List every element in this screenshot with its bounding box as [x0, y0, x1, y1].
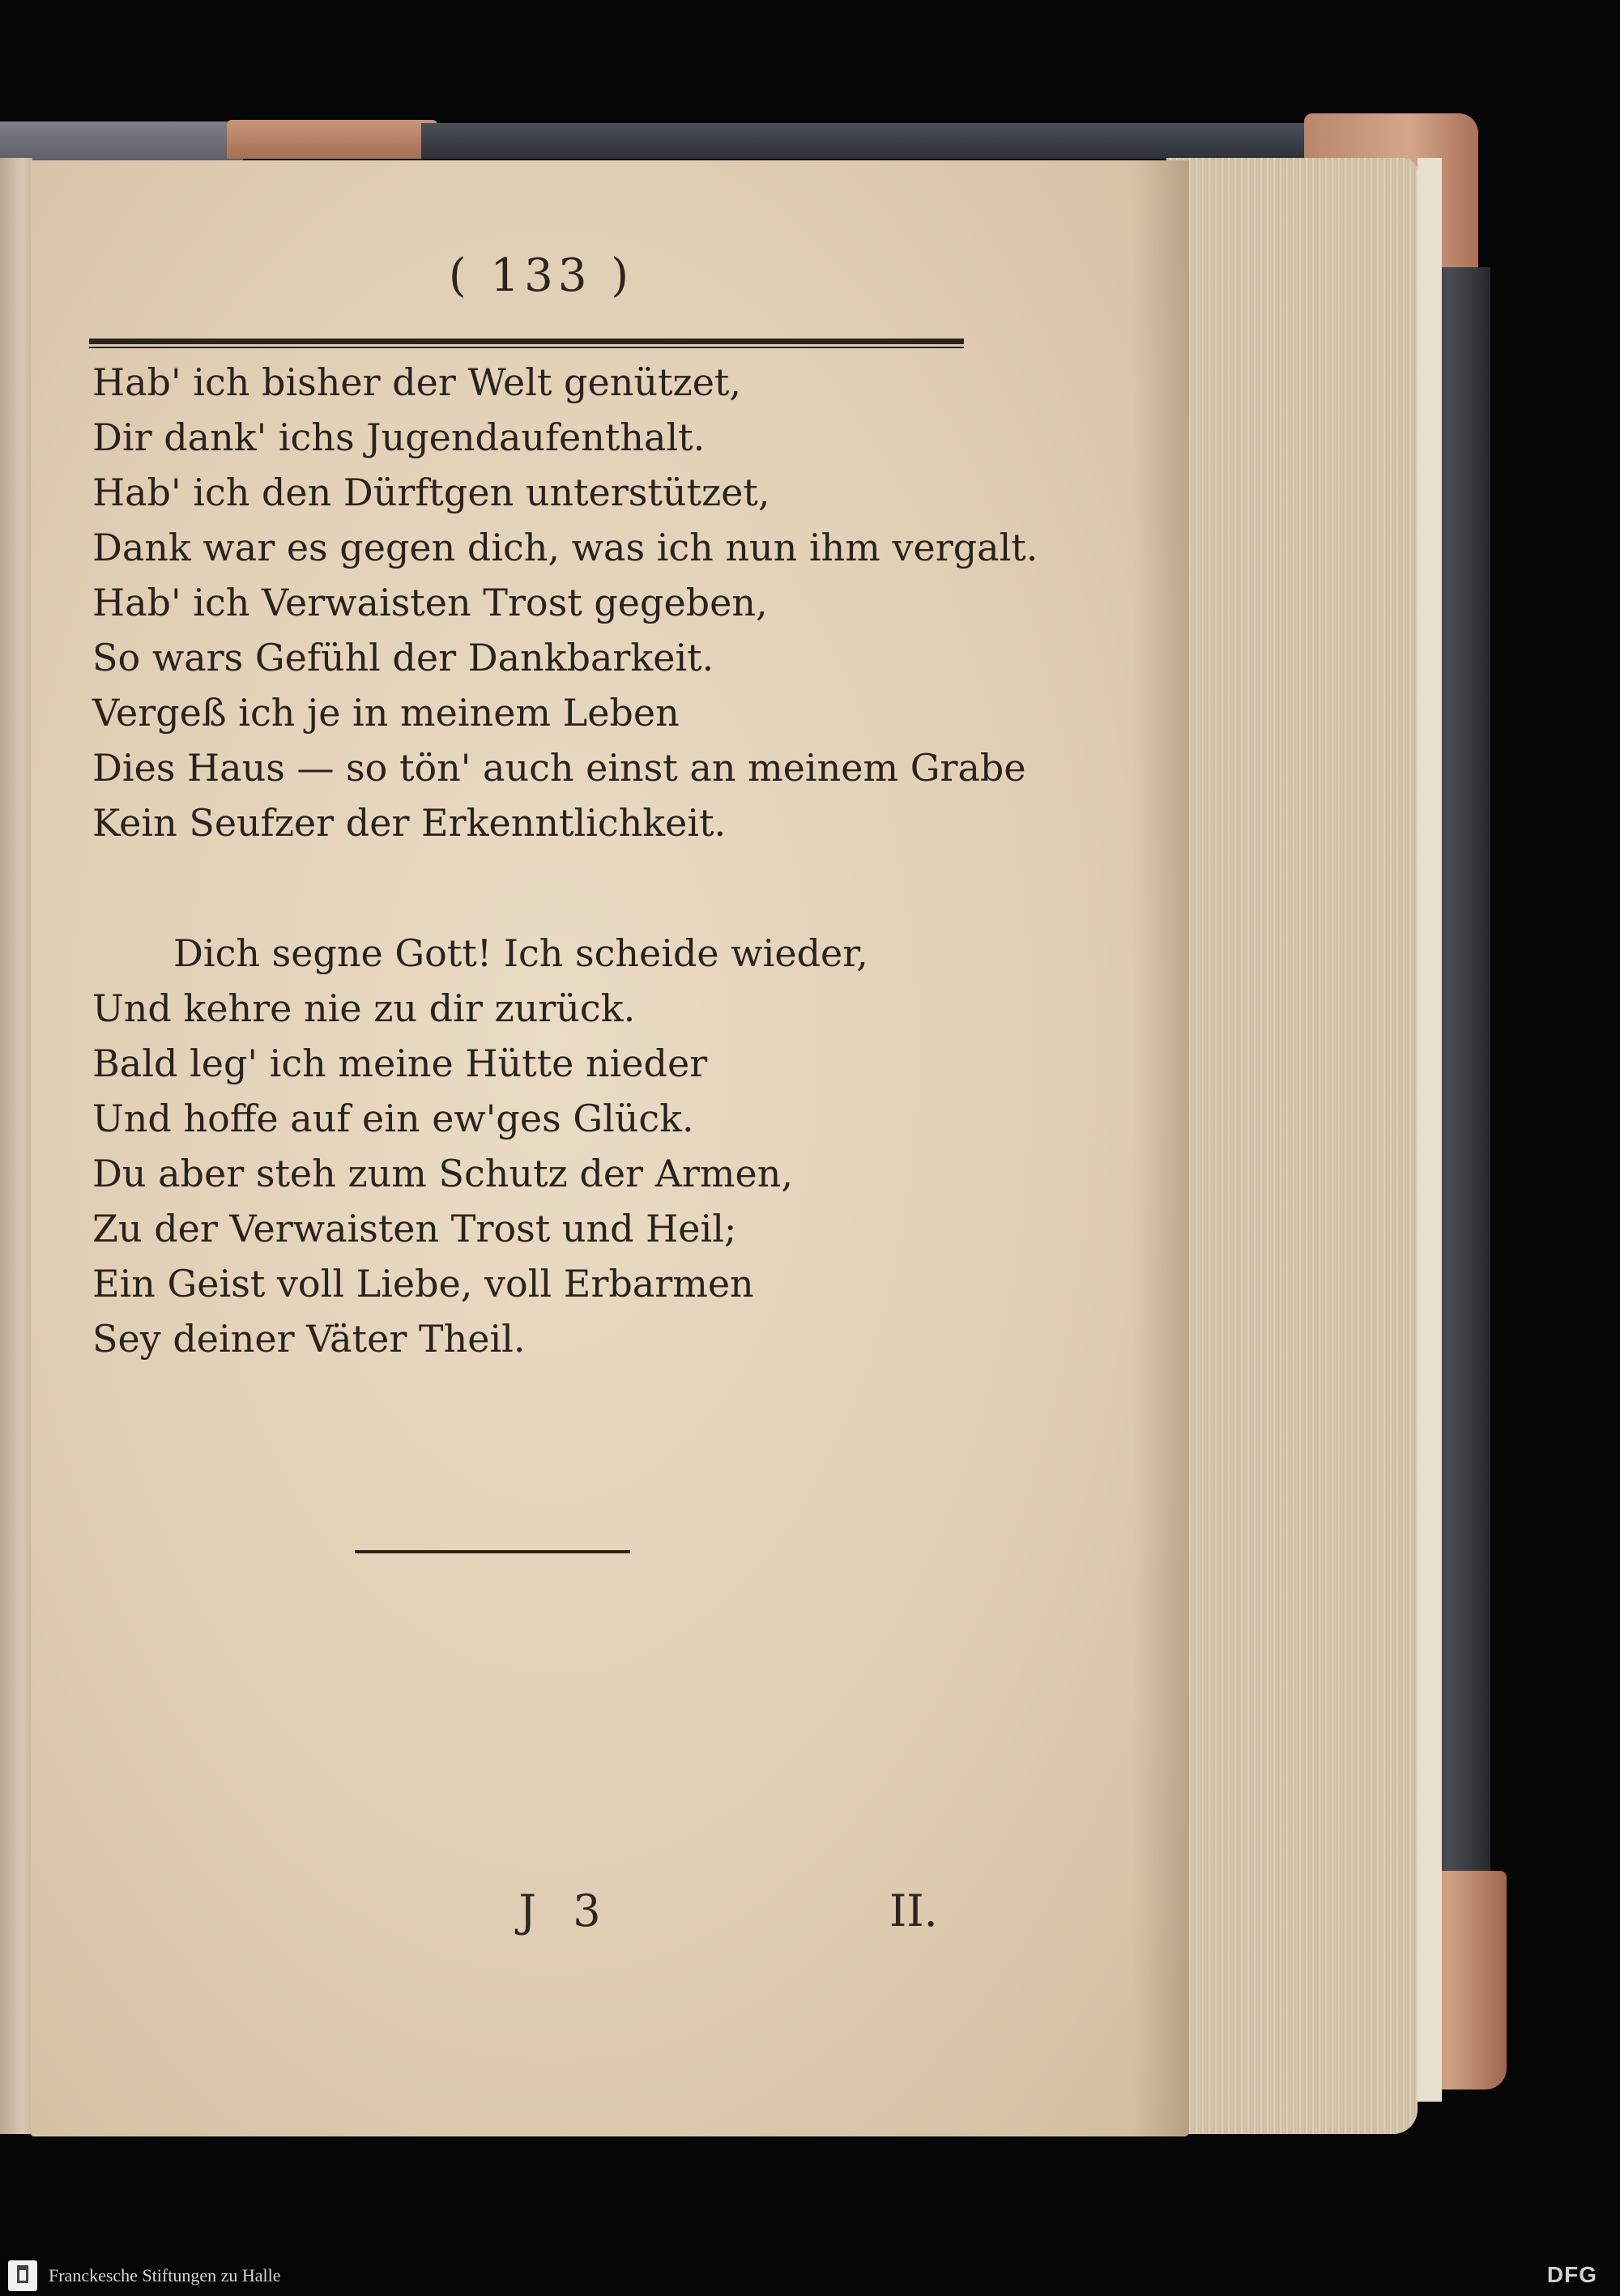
poem-stanza-2 — [92, 926, 868, 1366]
verse-line: Ein Geist voll Liebe, voll Erbarmen — [92, 1262, 754, 1306]
institution-credit: Franckesche Stiftungen zu Halle — [49, 2265, 281, 2285]
verse-line: Dies Haus — so tön' auch einst an meinem Grabe — [92, 746, 1026, 790]
verse-line: Du aber steh zum Schutz der Armen, — [92, 1152, 793, 1195]
book-cloth-spine — [421, 123, 1353, 159]
verse-line: Und kehre nie zu dir zurück. — [92, 986, 636, 1030]
verse-line: Hab' ich bisher der Welt genützet, — [92, 360, 742, 404]
verse-line: So wars Gefühl der Dankbarkeit. — [92, 636, 714, 679]
verse-line: Dich segne Gott! Ich scheide wieder, — [173, 931, 868, 975]
end-rule — [355, 1550, 630, 1553]
verse-line: Vergeß ich je in meinem Leben — [92, 691, 680, 735]
page-block-front — [1418, 158, 1442, 2102]
page-block-edges — [1166, 158, 1418, 2134]
verse-line: Und hoffe auf ein ew'ges Glück. — [92, 1097, 694, 1140]
verse-line: Kein Seufzer der Erkenntlichkeit. — [92, 801, 727, 845]
verse-line: Dir dank' ichs Jugendaufenthalt. — [92, 415, 706, 459]
page-number: ( 133 ) — [448, 249, 634, 302]
verse-line: Dank war es gegen dich, was ich nun ihm vergalt. — [92, 526, 1038, 569]
verse-line: Hab' ich den Dürftgen unterstützet, — [92, 471, 770, 514]
book-cover-edge — [0, 121, 243, 166]
book-leather-corner — [227, 120, 437, 159]
verse-line: Sey deiner Väter Theil. — [92, 1317, 526, 1361]
viewer-footer — [0, 2256, 1620, 2296]
page-fold-shadow — [1132, 160, 1189, 2136]
printed-page — [31, 160, 1189, 2136]
previous-page-edge — [0, 158, 32, 2134]
verse-line: Zu der Verwaisten Trost und Heil; — [92, 1207, 737, 1250]
verse-line: Bald leg' ich meine Hütte nieder — [92, 1042, 708, 1085]
franckesche-stiftungen-logo-icon — [8, 2260, 37, 2291]
signature-mark: J 3 — [518, 1885, 612, 1936]
catchword: II. — [889, 1885, 938, 1936]
dfg-logo: DFG — [1546, 2262, 1597, 2287]
header-rule — [89, 339, 964, 348]
poem-stanza-1 — [92, 355, 1038, 850]
verse-line: Hab' ich Verwaisten Trost gegeben, — [92, 581, 768, 624]
